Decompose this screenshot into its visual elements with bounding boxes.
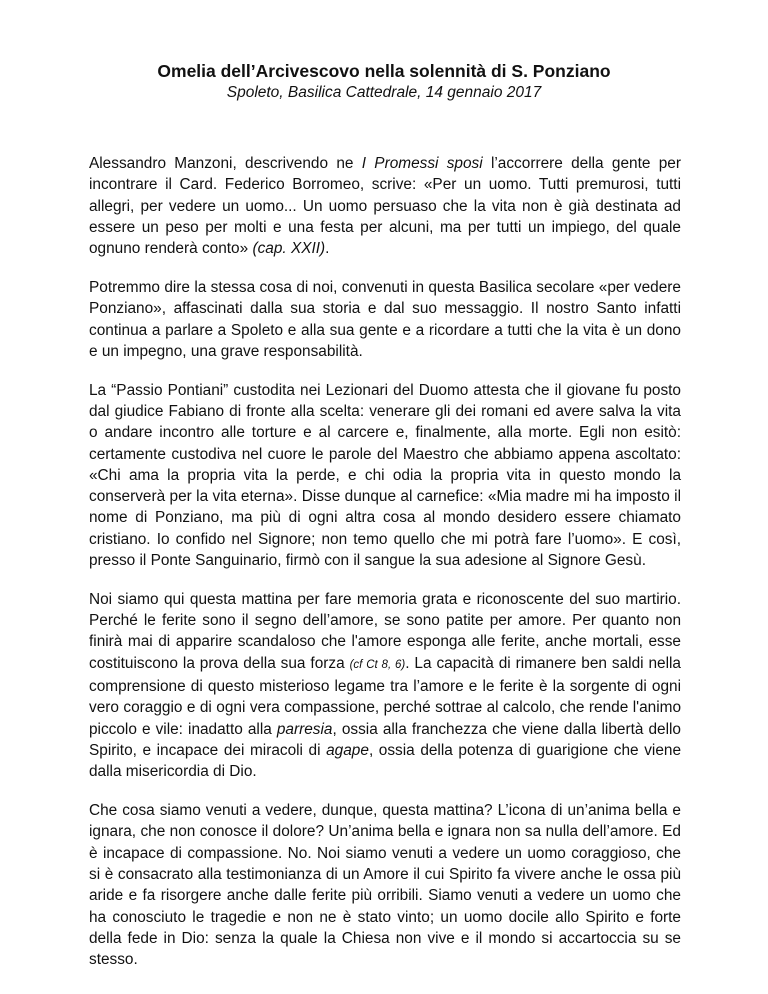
paragraph-1-text-2: l’accorrere della gente per incontrare il Card. Federico Borromeo, scrive: «Per un uomo. Tutti premurosi, tutti allegri, per vedere un uomo... Un uomo persuaso che la vita non è già destinata ad essere un peso per molti e una festa per alcuni, ma per tutti un impiego, del quale ognuno renderà conto» [89, 155, 681, 258]
paragraph-1-citation: (cap. XXII) [252, 240, 326, 258]
paragraph-4-text-2: . La capacità di rimanere ben saldi nella comprensione di questo misterioso legame tra l’amore e le ferite è la sorgente di ogni vero coraggio e di ogni vera compassione, perché sottrae al calcolo, che rende l'animo piccolo e vile: inadatto alla [89, 654, 681, 738]
paragraph-1-text-1: Alessandro Manzoni, descrivendo ne [89, 155, 362, 172]
paragraph-4-term-parresia: parresia [276, 720, 333, 738]
paragraph-1-text-3: . [325, 240, 330, 258]
paragraph-1-book-title: I Promessi sposi [361, 155, 483, 172]
paragraph-4 [89, 589, 681, 783]
paragraph-4-text-4: , ossia della potenza di guarigione che viene dalla misericordia di Dio. [89, 741, 681, 781]
paragraph-3: La “Passio Pontiani” custodita nei Lezionari del Duomo attesta che il giovane fu posto dal giudice Fabiano di fronte alla scelta: venerare gli dei romani ed avere salva la vita o andare incontro alle torture e al carcere e, finalmente, alla morte. Egli non esitò: certamente custodiva nel cuore le parole del Maestro che abbiamo appena ascoltato: «Chi ama la propria vita la perde, e chi odia la propria vita in questo mondo la conserverà per la vita eterna». Disse dunque al carnefice: «Mia madre mi ha imposto il nome di Ponziano, ma più di ogni altra cosa al mondo desidero essere chiamato cristiano. Io confido nel Signore; non temo quello che mi potrà fare l’uomo». E così, presso il Ponte Sanguinario, firmò con il sangue la sua adesione al Signore Gesù. [89, 381, 681, 570]
homily-body [89, 153, 681, 988]
paragraph-4-text-1: Noi siamo qui questa mattina per fare memoria grata e riconoscente del suo martirio. Perché le ferite sono il segno dell’amore, se sono patite per amore. Per quanto non finirà mai di apparire scandaloso che l'amore esponga alle ferite, anche mortali, esse costituiscono la prova della sua forza [89, 590, 681, 672]
homily-subtitle: Spoleto, Basilica Cattedrale, 14 gennaio 2017 [226, 84, 542, 101]
paragraph-4-term-agape: agape [326, 741, 369, 759]
document-header [0, 60, 768, 103]
paragraph-5: Che cosa siamo venuti a vedere, dunque, questa mattina? L’icona di un’anima bella e ignara, che non conosce il dolore? Un’anima bella e ignara non sa nulla dell’amore. Ed è incapace di compassione. No. Noi siamo venuti a vedere un uomo coraggioso, che si è consacrato alla testimonianza di un Amore il cui Spirito fa vivere anche le ossa più aride e fa risorgere anche dalle ferite più orribili. Siamo venuti a vedere un uomo che ha conosciuto le tragedie e non ne è stato vinto; un uomo docile allo Spirito e forte della fede in Dio: senza la quale la Chiesa non vive e il mondo si accartoccia su se stesso. [89, 802, 681, 969]
homily-title: Omelia dell’Arcivescovo nella solennità di S. Ponziano [157, 61, 611, 81]
paragraph-1 [89, 153, 681, 259]
paragraph-4-citation: (cf Ct 8, 6) [349, 658, 406, 671]
paragraph-2: Potremmo dire la stessa cosa di noi, convenuti in questa Basilica secolare «per vedere Ponziano», affascinati dalla sua storia e dal suo messaggio. Il nostro Santo infatti continua a parlare a Spoleto e alla sua gente e a ricordare a tutti che la vita è un dono e un impegno, una grave responsabilità. [89, 278, 681, 360]
paragraph-4-text-3: , ossia alla franchezza che viene dalla libertà dello Spirito, e incapace dei miracoli di [89, 720, 681, 759]
